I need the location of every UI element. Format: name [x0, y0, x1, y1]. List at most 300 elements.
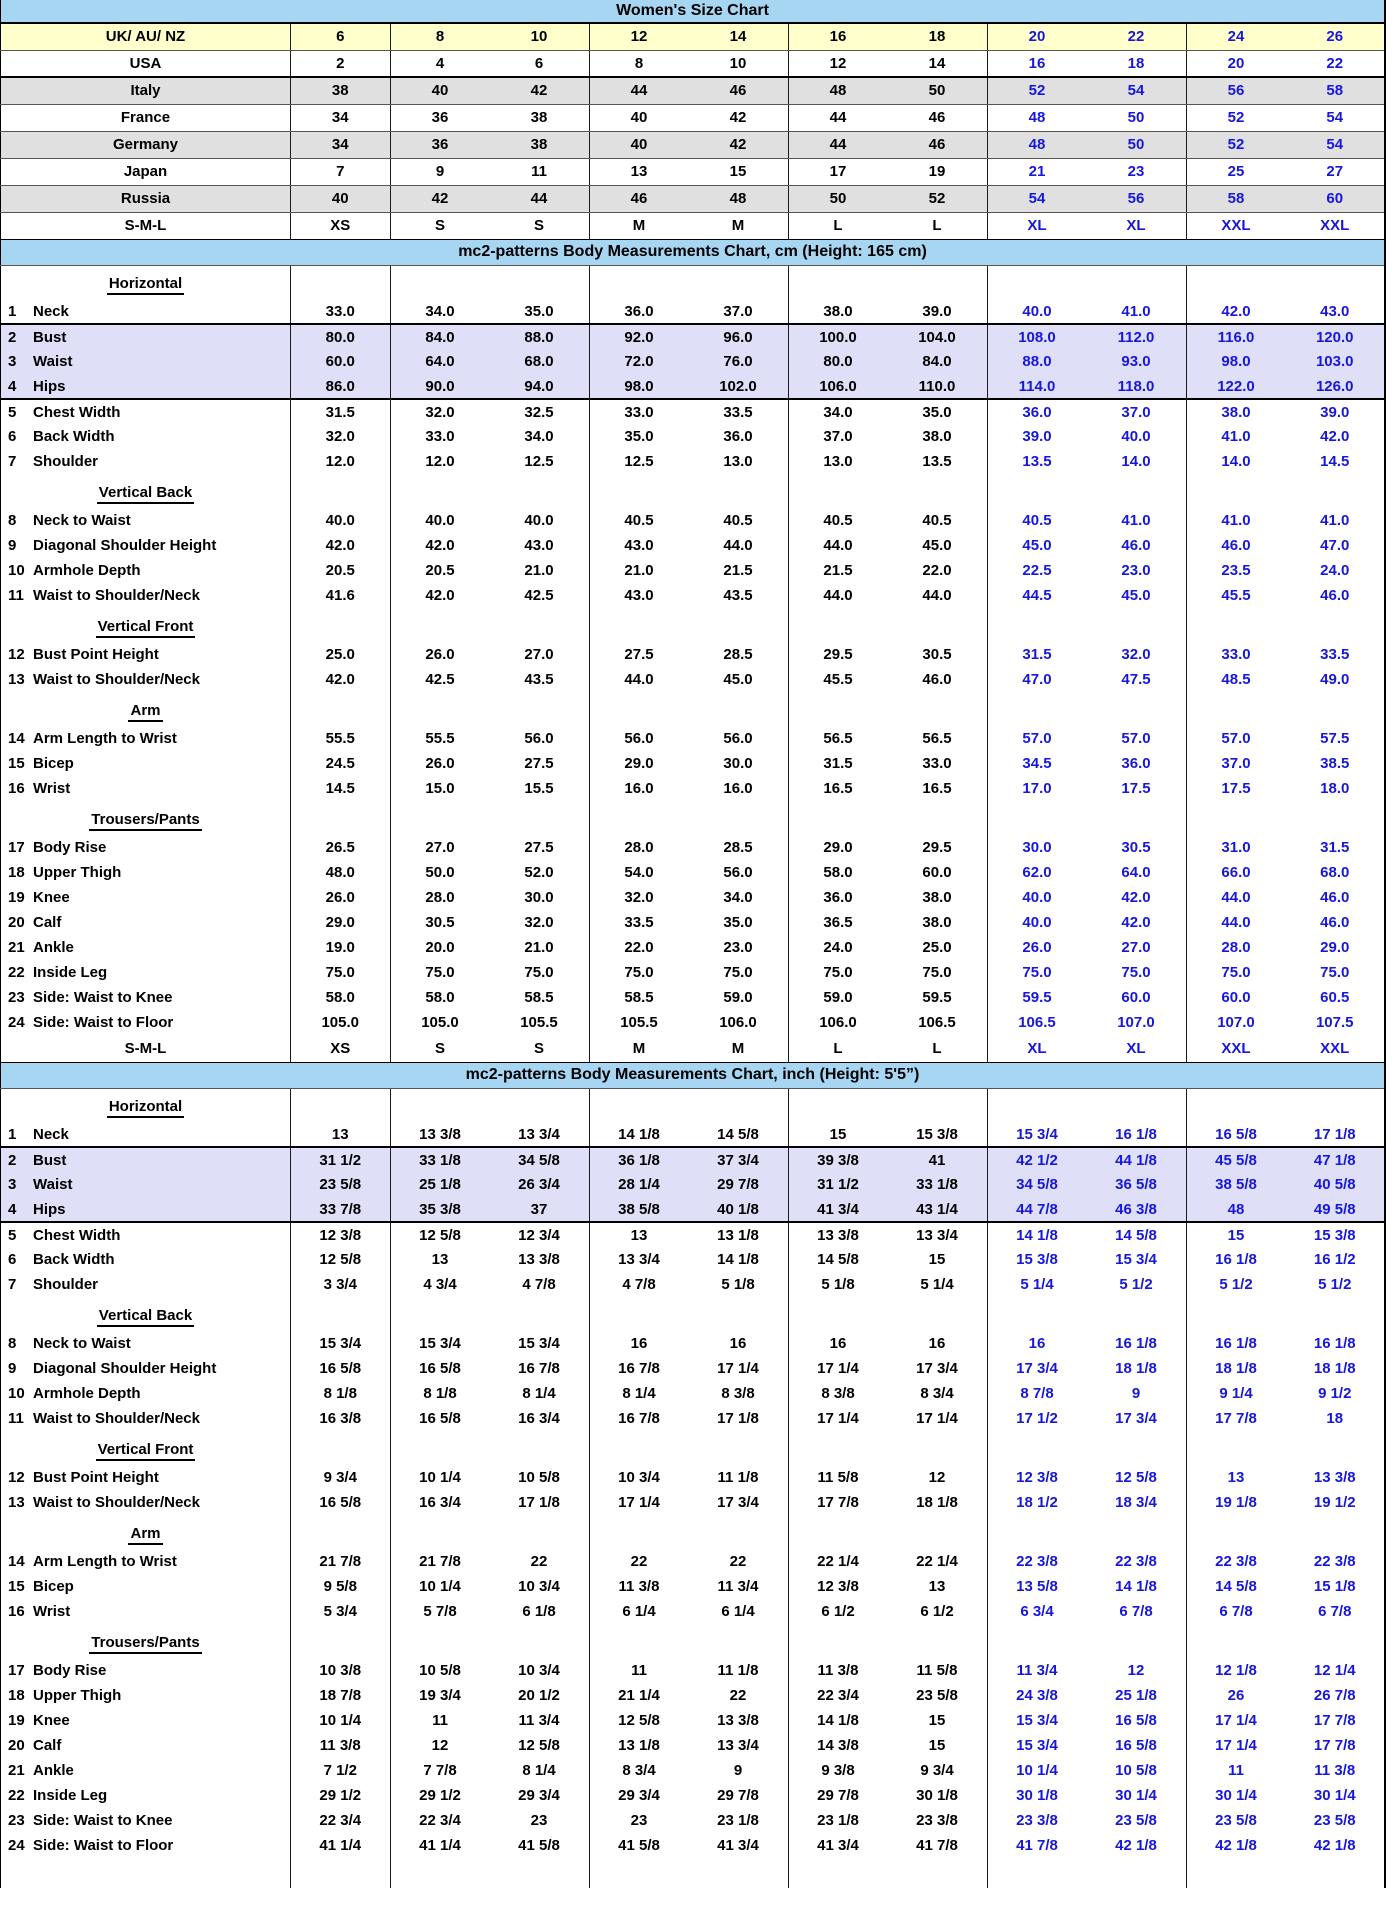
- value-cell: [1087, 265, 1187, 299]
- value-cell: 6 1/4: [622, 1603, 656, 1620]
- value-cell: 23 1/8: [817, 1812, 859, 1829]
- value-cell: 52: [987, 77, 1087, 104]
- value-cell: 10 5/8: [419, 1662, 461, 1679]
- value-cell: 8 3/8: [821, 1385, 855, 1402]
- measurement-number: 9: [8, 537, 17, 554]
- table-row: [1, 324, 1386, 349]
- value-cell: [1286, 1297, 1386, 1331]
- measurement-name: Back Width: [33, 1251, 115, 1268]
- value-cell: 10: [490, 23, 590, 50]
- value-cell: [390, 608, 490, 642]
- value-cell: 17 7/8: [1215, 1410, 1257, 1427]
- value-cell: 33.0: [1221, 646, 1251, 663]
- measurement-label: [1, 1222, 291, 1247]
- value-cell: 38.0: [888, 885, 988, 910]
- value-cell: 10 5/8: [490, 1465, 590, 1490]
- group-label-row: [1, 1431, 1386, 1465]
- section-header-row: [1, 239, 1386, 265]
- value-cell: [888, 801, 988, 835]
- measurement-label: [1, 1406, 291, 1431]
- measurement-label: [1, 960, 291, 985]
- value-cell: 44.0: [1221, 914, 1251, 931]
- value-cell: 11 1/8: [689, 1658, 789, 1683]
- value-cell: 16: [689, 1331, 789, 1356]
- measurement-name: Inside Leg: [33, 1787, 108, 1804]
- value-cell: 17 1/8: [490, 1490, 590, 1515]
- measurement-name: Wrist: [33, 1603, 71, 1620]
- value-cell: L: [833, 217, 843, 234]
- value-cell: 17 3/4: [689, 1490, 789, 1515]
- value-cell: 8 3/8: [689, 1381, 789, 1406]
- value-cell: 24.0: [1320, 562, 1350, 579]
- group-label: Arm: [128, 702, 162, 722]
- measurement-name: Upper Thigh: [33, 1687, 122, 1704]
- value-cell: 30.5: [888, 642, 988, 667]
- value-cell: 22 3/8: [1016, 1553, 1058, 1570]
- value-cell: 6 3/4: [1020, 1603, 1054, 1620]
- table-row: [1, 374, 1386, 399]
- value-cell: 13 3/8: [689, 1708, 789, 1733]
- value-cell: 29 1/2: [419, 1787, 461, 1804]
- table-row: [1, 1272, 1386, 1297]
- value-cell: 75.0: [1320, 964, 1350, 981]
- size-chart-body: [1, 0, 1386, 1888]
- value-cell: 38.0: [1221, 403, 1251, 421]
- value-cell: 106.5: [888, 1010, 988, 1035]
- measurement-label: [1, 1465, 291, 1490]
- value-cell: [1186, 692, 1286, 726]
- value-cell: 17 1/4: [618, 1494, 660, 1511]
- value-cell: 33.5: [624, 914, 654, 931]
- value-cell: 22.0: [888, 558, 988, 583]
- measurement-number: 17: [8, 839, 25, 856]
- value-cell: 19.0: [291, 935, 391, 960]
- value-cell: 30 1/4: [1215, 1787, 1257, 1804]
- measurement-number: 8: [8, 1335, 17, 1352]
- value-cell: 12 3/8: [1016, 1469, 1058, 1486]
- value-cell: 105.0: [421, 1014, 459, 1031]
- chart-title-row: [1, 0, 1386, 23]
- value-cell: [390, 265, 490, 299]
- value-cell: 45 5/8: [1186, 1147, 1286, 1172]
- value-cell: 37.0: [1221, 755, 1251, 772]
- table-row: [1, 1683, 1386, 1708]
- measurement-number: 4: [8, 377, 17, 395]
- value-cell: 8 1/8: [291, 1381, 391, 1406]
- value-cell: [987, 265, 1087, 299]
- value-cell: [1286, 608, 1386, 642]
- value-cell: 11 3/4: [490, 1708, 590, 1733]
- measurement-number: 5: [8, 1226, 17, 1244]
- measurement-name: Body Rise: [33, 839, 107, 856]
- measurement-name: Arm Length to Wrist: [33, 730, 177, 747]
- measurement-name: Bust: [33, 1151, 67, 1169]
- value-cell: 13.5: [888, 449, 988, 474]
- value-cell: 22: [689, 1683, 789, 1708]
- value-cell: 12 5/8: [618, 1712, 660, 1729]
- value-cell: [888, 265, 988, 299]
- value-cell: 66.0: [1221, 864, 1251, 881]
- value-cell: 57.5: [1320, 730, 1350, 747]
- value-cell: 4 7/8: [490, 1272, 590, 1297]
- table-row: [1, 508, 1386, 533]
- value-cell: 42: [490, 77, 590, 104]
- value-cell: 46: [689, 77, 789, 104]
- measurement-name: Side: Waist to Floor: [33, 1837, 174, 1854]
- value-cell: [987, 608, 1087, 642]
- group-label-cell: [1, 1431, 291, 1465]
- value-cell: 9 5/8: [291, 1574, 391, 1599]
- value-cell: 42.0: [1087, 885, 1187, 910]
- group-label-cell: [1, 474, 291, 508]
- value-cell: 15: [689, 158, 789, 185]
- value-cell: 40.5: [624, 512, 654, 529]
- value-cell: [1286, 801, 1386, 835]
- value-cell: 32.0: [291, 424, 391, 449]
- value-cell: 23.0: [689, 935, 789, 960]
- value-cell: 23 5/8: [291, 1172, 391, 1197]
- value-cell: [788, 1431, 888, 1465]
- value-cell: 8: [589, 50, 689, 77]
- value-cell: XS: [291, 1035, 391, 1062]
- measurement-label: [1, 399, 291, 424]
- value-cell: [987, 1515, 1087, 1549]
- value-cell: [788, 1088, 888, 1122]
- value-cell: 41.6: [291, 583, 391, 608]
- value-cell: 11 5/8: [817, 1469, 859, 1486]
- value-cell: 21.5: [823, 562, 853, 579]
- group-label-row: [1, 1297, 1386, 1331]
- value-cell: 31.5: [291, 399, 391, 424]
- group-label-cell: [1, 801, 291, 835]
- measurement-name: Knee: [33, 889, 70, 906]
- value-cell: 15: [1227, 1226, 1245, 1244]
- value-cell: 11 1/8: [689, 1465, 789, 1490]
- measurement-name: Shoulder: [33, 453, 99, 470]
- value-cell: S: [490, 1035, 590, 1062]
- measurement-label: [1, 935, 291, 960]
- value-cell: 40.0: [1022, 914, 1052, 931]
- value-cell: 26.0: [425, 646, 455, 663]
- table-row: [1, 77, 1386, 104]
- value-cell: XL: [1027, 217, 1047, 234]
- value-cell: 84.0: [390, 324, 490, 349]
- value-cell: 13 3/4: [888, 1222, 988, 1247]
- value-cell: 22 3/4: [817, 1687, 859, 1704]
- value-cell: [1087, 1088, 1187, 1122]
- value-cell: 40 5/8: [1286, 1172, 1386, 1197]
- value-cell: 20: [1186, 50, 1286, 77]
- value-cell: 23: [630, 1812, 648, 1829]
- measurement-number: 11: [8, 587, 24, 604]
- value-cell: 16: [888, 1331, 988, 1356]
- measurement-label: [1, 1247, 291, 1272]
- value-cell: 14 5/8: [1087, 1222, 1187, 1247]
- value-cell: 14 3/8: [817, 1737, 859, 1754]
- measurement-number: 2: [8, 1151, 17, 1169]
- table-row: [1, 1708, 1386, 1733]
- value-cell: [490, 265, 590, 299]
- value-cell: 22 3/4: [419, 1812, 461, 1829]
- value-cell: 30.0: [1022, 839, 1052, 856]
- value-cell: 5 1/8: [689, 1272, 789, 1297]
- value-cell: 25 1/8: [1087, 1683, 1187, 1708]
- table-row: [1, 1599, 1386, 1624]
- value-cell: XXL: [1320, 1039, 1350, 1057]
- value-cell: 28 1/4: [589, 1172, 689, 1197]
- value-cell: 38 5/8: [589, 1197, 689, 1222]
- value-cell: 114.0: [987, 374, 1087, 399]
- value-cell: 23.0: [1087, 558, 1187, 583]
- measurement-number: 24: [8, 1014, 25, 1031]
- value-cell: 40 1/8: [689, 1197, 789, 1222]
- value-cell: 45.0: [1087, 583, 1187, 608]
- value-cell: 33.5: [1320, 646, 1350, 663]
- table-row: [1, 1658, 1386, 1683]
- value-cell: 29 7/8: [689, 1783, 789, 1808]
- value-cell: 14 1/8: [1016, 1226, 1058, 1244]
- value-cell: 41: [888, 1147, 988, 1172]
- value-cell: 16 5/8: [291, 1356, 391, 1381]
- value-cell: 12: [589, 23, 689, 50]
- value-cell: [291, 1431, 391, 1465]
- value-cell: XXL: [1320, 217, 1350, 234]
- value-cell: L: [888, 212, 988, 239]
- value-cell: 16 5/8: [1087, 1733, 1187, 1758]
- value-cell: [1186, 1515, 1286, 1549]
- measurement-label: [1, 1574, 291, 1599]
- value-cell: 12: [1087, 1658, 1187, 1683]
- value-cell: 37.0: [689, 299, 789, 324]
- value-cell: 21.0: [624, 562, 654, 579]
- value-cell: 46.0: [1320, 889, 1350, 906]
- table-row: [1, 558, 1386, 583]
- value-cell: 58: [1286, 77, 1386, 104]
- measurement-name: Bicep: [33, 1578, 74, 1595]
- value-cell: 34: [291, 104, 391, 131]
- value-cell: 43.5: [689, 583, 789, 608]
- value-cell: [291, 1858, 391, 1888]
- value-cell: 38: [291, 77, 391, 104]
- value-cell: 25.0: [291, 642, 391, 667]
- value-cell: 16.0: [689, 776, 789, 801]
- value-cell: 30.5: [1087, 835, 1187, 860]
- measurement-number: 18: [8, 864, 25, 881]
- value-cell: 116.0: [1186, 324, 1286, 349]
- group-label: Horizontal: [107, 275, 184, 295]
- value-cell: 17 1/2: [1016, 1410, 1058, 1427]
- measurement-number: 22: [8, 1787, 25, 1804]
- value-cell: 108.0: [987, 324, 1087, 349]
- value-cell: 41 7/8: [888, 1833, 988, 1858]
- value-cell: 52: [888, 185, 988, 212]
- table-row: [1, 533, 1386, 558]
- value-cell: 14: [888, 50, 988, 77]
- value-cell: 42.5: [425, 671, 455, 688]
- value-cell: [987, 801, 1087, 835]
- value-cell: [689, 801, 789, 835]
- value-cell: 37 3/4: [689, 1147, 789, 1172]
- value-cell: 38: [490, 104, 590, 131]
- value-cell: 16: [829, 1335, 847, 1352]
- value-cell: 75.0: [888, 960, 988, 985]
- value-cell: 50: [1087, 131, 1187, 158]
- value-cell: 29 3/4: [618, 1787, 660, 1804]
- value-cell: [291, 1624, 391, 1658]
- value-cell: 58.0: [291, 985, 391, 1010]
- value-cell: 54: [1286, 131, 1386, 158]
- value-cell: 12 5/8: [291, 1247, 391, 1272]
- measurement-number: 3: [8, 1176, 17, 1193]
- value-cell: 17 1/8: [689, 1406, 789, 1431]
- value-cell: 33 1/8: [888, 1172, 988, 1197]
- value-cell: 18 1/8: [1313, 1360, 1356, 1377]
- group-label-cell: [1, 1297, 291, 1331]
- value-cell: 33.0: [888, 751, 988, 776]
- value-cell: 52: [1186, 131, 1286, 158]
- measurement-label: [1, 1172, 291, 1197]
- value-cell: 56: [1087, 185, 1187, 212]
- table-row: [1, 1010, 1386, 1035]
- value-cell: [1286, 1515, 1386, 1549]
- value-cell: 17 7/8: [817, 1494, 859, 1511]
- value-cell: 45.0: [689, 667, 789, 692]
- value-cell: 19 1/2: [1313, 1494, 1356, 1511]
- value-cell: [888, 1858, 988, 1888]
- value-cell: 26.0: [1022, 939, 1052, 956]
- measurement-name: Chest Width: [33, 1226, 121, 1244]
- measurement-name: Calf: [33, 1737, 62, 1754]
- value-cell: 48.5: [1221, 671, 1251, 688]
- value-cell: 11 3/8: [817, 1662, 859, 1679]
- value-cell: 40.0: [291, 508, 391, 533]
- value-cell: [490, 1431, 590, 1465]
- value-cell: 11 3/4: [1016, 1662, 1058, 1679]
- value-cell: 126.0: [1286, 374, 1386, 399]
- value-cell: 32.0: [490, 910, 590, 935]
- value-cell: 60.0: [1221, 989, 1251, 1006]
- value-cell: 33.5: [689, 399, 789, 424]
- value-cell: 56.5: [888, 726, 988, 751]
- value-cell: 88.0: [987, 349, 1087, 374]
- value-cell: [589, 1858, 689, 1888]
- table-row: [1, 985, 1386, 1010]
- measurement-label: [1, 751, 291, 776]
- measurement-number: 17: [8, 1662, 25, 1679]
- value-cell: 41 5/8: [618, 1837, 660, 1854]
- value-cell: [788, 608, 888, 642]
- value-cell: 40.0: [1022, 889, 1052, 906]
- value-cell: 49 5/8: [1286, 1197, 1386, 1222]
- measurement-label: [1, 1122, 291, 1147]
- value-cell: [689, 265, 789, 299]
- value-cell: 17 7/8: [1313, 1737, 1356, 1754]
- value-cell: 10 3/8: [291, 1658, 391, 1683]
- table-row: [1, 50, 1386, 77]
- value-cell: 11: [490, 158, 590, 185]
- value-cell: S: [434, 217, 445, 234]
- value-cell: [689, 1297, 789, 1331]
- value-cell: 106.0: [689, 1010, 789, 1035]
- value-cell: 42 1/8: [1313, 1837, 1356, 1854]
- row-label: Japan: [1, 158, 291, 185]
- measurement-label: [1, 1381, 291, 1406]
- value-cell: 27.5: [624, 646, 654, 663]
- value-cell: 15: [888, 1708, 988, 1733]
- value-cell: 60.0: [1087, 985, 1187, 1010]
- value-cell: 4: [390, 50, 490, 77]
- measurement-number: 15: [8, 1578, 25, 1595]
- value-cell: [490, 1297, 590, 1331]
- value-cell: [1186, 1088, 1286, 1122]
- measurement-number: 23: [8, 1812, 25, 1829]
- value-cell: 8 1/4: [622, 1385, 656, 1402]
- value-cell: [888, 1624, 988, 1658]
- measurement-label: [1, 449, 291, 474]
- value-cell: 54: [987, 185, 1087, 212]
- table-row: [1, 751, 1386, 776]
- group-label: Horizontal: [107, 1098, 184, 1118]
- value-cell: 10 3/4: [490, 1574, 590, 1599]
- measurement-label: [1, 1356, 291, 1381]
- measurement-name: Upper Thigh: [33, 864, 122, 881]
- table-row: [1, 1122, 1386, 1147]
- table-row: [1, 1197, 1386, 1222]
- measurement-label: [1, 985, 291, 1010]
- group-label-row: [1, 1624, 1386, 1658]
- value-cell: 29.0: [624, 755, 654, 772]
- group-label-row: [1, 474, 1386, 508]
- value-cell: 29.0: [291, 910, 391, 935]
- chart-title: Women's Size Chart: [1, 0, 1386, 23]
- group-label-cell: [1, 608, 291, 642]
- value-cell: [291, 692, 391, 726]
- value-cell: 5 1/2: [1087, 1272, 1187, 1297]
- measurement-label: [1, 885, 291, 910]
- value-cell: 122.0: [1186, 374, 1286, 399]
- value-cell: 46.0: [888, 667, 988, 692]
- table-row: [1, 23, 1386, 50]
- value-cell: 12 3/8: [817, 1578, 859, 1595]
- value-cell: [788, 1515, 888, 1549]
- value-cell: 17: [788, 158, 888, 185]
- measurement-number: 21: [8, 939, 25, 956]
- value-cell: [1186, 474, 1286, 508]
- value-cell: 42.0: [1320, 428, 1350, 445]
- measurement-name: Waist to Shoulder/Neck: [33, 1494, 200, 1511]
- value-cell: 18 1/8: [1087, 1356, 1187, 1381]
- value-cell: 6: [291, 23, 391, 50]
- value-cell: 112.0: [1087, 324, 1187, 349]
- value-cell: 17 7/8: [1313, 1712, 1356, 1729]
- value-cell: [1286, 474, 1386, 508]
- table-row: [1, 1549, 1386, 1574]
- value-cell: 14 1/8: [1087, 1574, 1187, 1599]
- measurement-name: Bicep: [33, 755, 74, 772]
- value-cell: 5 1/4: [1020, 1276, 1054, 1293]
- table-row: [1, 1035, 1386, 1062]
- value-cell: [888, 1297, 988, 1331]
- value-cell: 36.5: [823, 914, 853, 931]
- value-cell: 13: [630, 1226, 648, 1244]
- row-label: Germany: [1, 131, 291, 158]
- value-cell: [1186, 1431, 1286, 1465]
- value-cell: 4 7/8: [622, 1276, 656, 1293]
- value-cell: 16 5/8: [1186, 1122, 1286, 1147]
- value-cell: [390, 692, 490, 726]
- measurement-number: 10: [8, 1385, 25, 1402]
- value-cell: 50: [888, 77, 988, 104]
